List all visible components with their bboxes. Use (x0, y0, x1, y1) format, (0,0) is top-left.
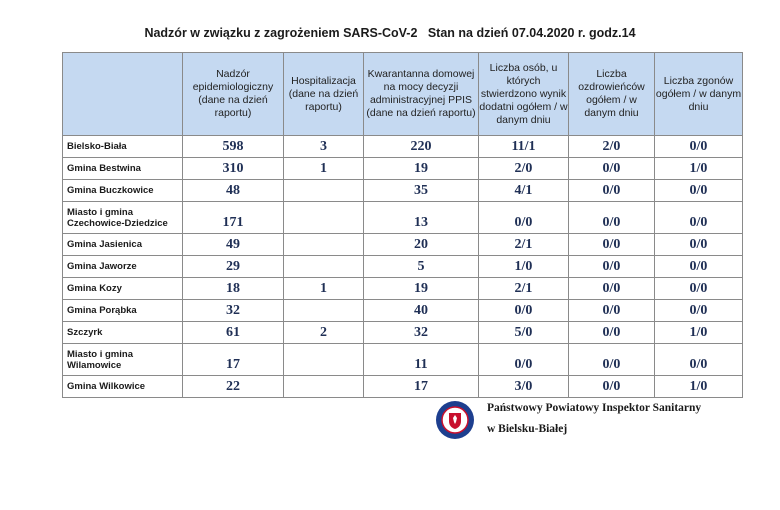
cell-ozdrowiency: 0/0 (569, 344, 655, 376)
cell-zgony: 0/0 (655, 278, 743, 300)
cell-zgony: 0/0 (655, 180, 743, 202)
cell-zgony: 0/0 (655, 234, 743, 256)
cell-zgony: 1/0 (655, 158, 743, 180)
row-name: Szczyrk (63, 322, 183, 344)
cell-hospitalizacja (284, 180, 364, 202)
cell-dodatni: 11/1 (479, 136, 569, 158)
cell-dodatni: 1/0 (479, 256, 569, 278)
cell-kwarantanna: 13 (364, 202, 479, 234)
cell-hospitalizacja: 1 (284, 278, 364, 300)
cell-hospitalizacja: 2 (284, 322, 364, 344)
cell-ozdrowiency: 0/0 (569, 278, 655, 300)
table-row (63, 344, 743, 376)
cell-zgony: 0/0 (655, 202, 743, 234)
cell-nadzor: 310 (183, 158, 284, 180)
cell-dodatni: 5/0 (479, 322, 569, 344)
cell-dodatni: 2/0 (479, 158, 569, 180)
cell-zgony: 0/0 (655, 344, 743, 376)
table-row (63, 322, 743, 344)
column-header: Liczba zgonów ogółem / w danym dniu (655, 53, 743, 136)
cell-nadzor: 32 (183, 300, 284, 322)
row-name: Miasto i gmina Wilamowice (63, 344, 183, 376)
cell-hospitalizacja: 1 (284, 158, 364, 180)
cell-nadzor: 171 (183, 202, 284, 234)
table-row (63, 278, 743, 300)
cell-dodatni: 0/0 (479, 344, 569, 376)
cell-kwarantanna: 17 (364, 376, 479, 398)
cell-dodatni: 0/0 (479, 300, 569, 322)
column-header: Liczba osób, u których stwierdzono wynik dodatni ogółem / w danym dniu (479, 53, 569, 136)
column-header: Nadzór epidemiologiczny (dane na dzień raportu) (183, 53, 284, 136)
cell-dodatni: 0/0 (479, 202, 569, 234)
cell-nadzor: 22 (183, 376, 284, 398)
cell-dodatni: 2/1 (479, 278, 569, 300)
cell-zgony: 0/0 (655, 136, 743, 158)
cell-dodatni: 4/1 (479, 180, 569, 202)
cell-kwarantanna: 20 (364, 234, 479, 256)
page-title: Nadzór w związku z zagrożeniem SARS-CoV-2 Stan na dzień 07.04.2020 r. godz.14 (144, 26, 636, 40)
table-row (63, 256, 743, 278)
cell-kwarantanna: 40 (364, 300, 479, 322)
cell-nadzor: 49 (183, 234, 284, 256)
row-name: Gmina Porąbka (63, 300, 183, 322)
cell-nadzor: 61 (183, 322, 284, 344)
cell-nadzor: 17 (183, 344, 284, 376)
cell-kwarantanna: 35 (364, 180, 479, 202)
row-name: Bielsko-Biała (63, 136, 183, 158)
signature-location: w Bielsku-Białej (487, 423, 568, 435)
column-header: Liczba ozdrowieńców ogółem / w danym dniu (569, 53, 655, 136)
cell-hospitalizacja (284, 300, 364, 322)
report-table (62, 52, 743, 398)
header-row (63, 53, 743, 136)
row-name: Gmina Jasienica (63, 234, 183, 256)
cell-nadzor: 18 (183, 278, 284, 300)
cell-ozdrowiency: 0/0 (569, 234, 655, 256)
table-row (63, 300, 743, 322)
row-name: Miasto i gmina Czechowice-Dziedzice (63, 202, 183, 234)
cell-zgony: 0/0 (655, 256, 743, 278)
row-name: Gmina Buczkowice (63, 180, 183, 202)
cell-zgony: 0/0 (655, 300, 743, 322)
signature-title: Państwowy Powiatowy Inspektor Sanitarny (487, 402, 702, 414)
row-name: Gmina Bestwina (63, 158, 183, 180)
row-name: Gmina Wilkowice (63, 376, 183, 398)
cell-kwarantanna: 19 (364, 158, 479, 180)
cell-ozdrowiency: 0/0 (569, 202, 655, 234)
cell-kwarantanna: 32 (364, 322, 479, 344)
cell-hospitalizacja (284, 202, 364, 234)
cell-ozdrowiency: 0/0 (569, 322, 655, 344)
table-row (63, 202, 743, 234)
signature-block (487, 402, 701, 435)
cell-zgony: 1/0 (655, 376, 743, 398)
cell-nadzor: 48 (183, 180, 284, 202)
cell-kwarantanna: 5 (364, 256, 479, 278)
cell-dodatni: 3/0 (479, 376, 569, 398)
cell-ozdrowiency: 0/0 (569, 158, 655, 180)
cell-ozdrowiency: 0/0 (569, 180, 655, 202)
cell-ozdrowiency: 2/0 (569, 136, 655, 158)
cell-hospitalizacja (284, 234, 364, 256)
cell-ozdrowiency: 0/0 (569, 300, 655, 322)
cell-dodatni: 2/1 (479, 234, 569, 256)
cell-nadzor: 598 (183, 136, 284, 158)
cell-kwarantanna: 11 (364, 344, 479, 376)
column-header: Hospitalizacja (dane na dzień raportu) (284, 53, 364, 136)
table-row (63, 158, 743, 180)
header-corner (63, 53, 183, 136)
cell-nadzor: 29 (183, 256, 284, 278)
row-name: Gmina Kozy (63, 278, 183, 300)
cell-hospitalizacja: 3 (284, 136, 364, 158)
cell-ozdrowiency: 0/0 (569, 256, 655, 278)
table-row (63, 376, 743, 398)
table-row (63, 234, 743, 256)
cell-hospitalizacja (284, 256, 364, 278)
cell-ozdrowiency: 0/0 (569, 376, 655, 398)
cell-kwarantanna: 220 (364, 136, 479, 158)
cell-hospitalizacja (284, 376, 364, 398)
cell-zgony: 1/0 (655, 322, 743, 344)
cell-kwarantanna: 19 (364, 278, 479, 300)
cell-hospitalizacja (284, 344, 364, 376)
row-name: Gmina Jaworze (63, 256, 183, 278)
column-header: Kwarantanna domowej na mocy decyzji administracyjnej PPIS (dane na dzień raportu) (364, 53, 479, 136)
sanepid-seal-icon (435, 400, 475, 440)
table-row (63, 136, 743, 158)
table-row (63, 180, 743, 202)
